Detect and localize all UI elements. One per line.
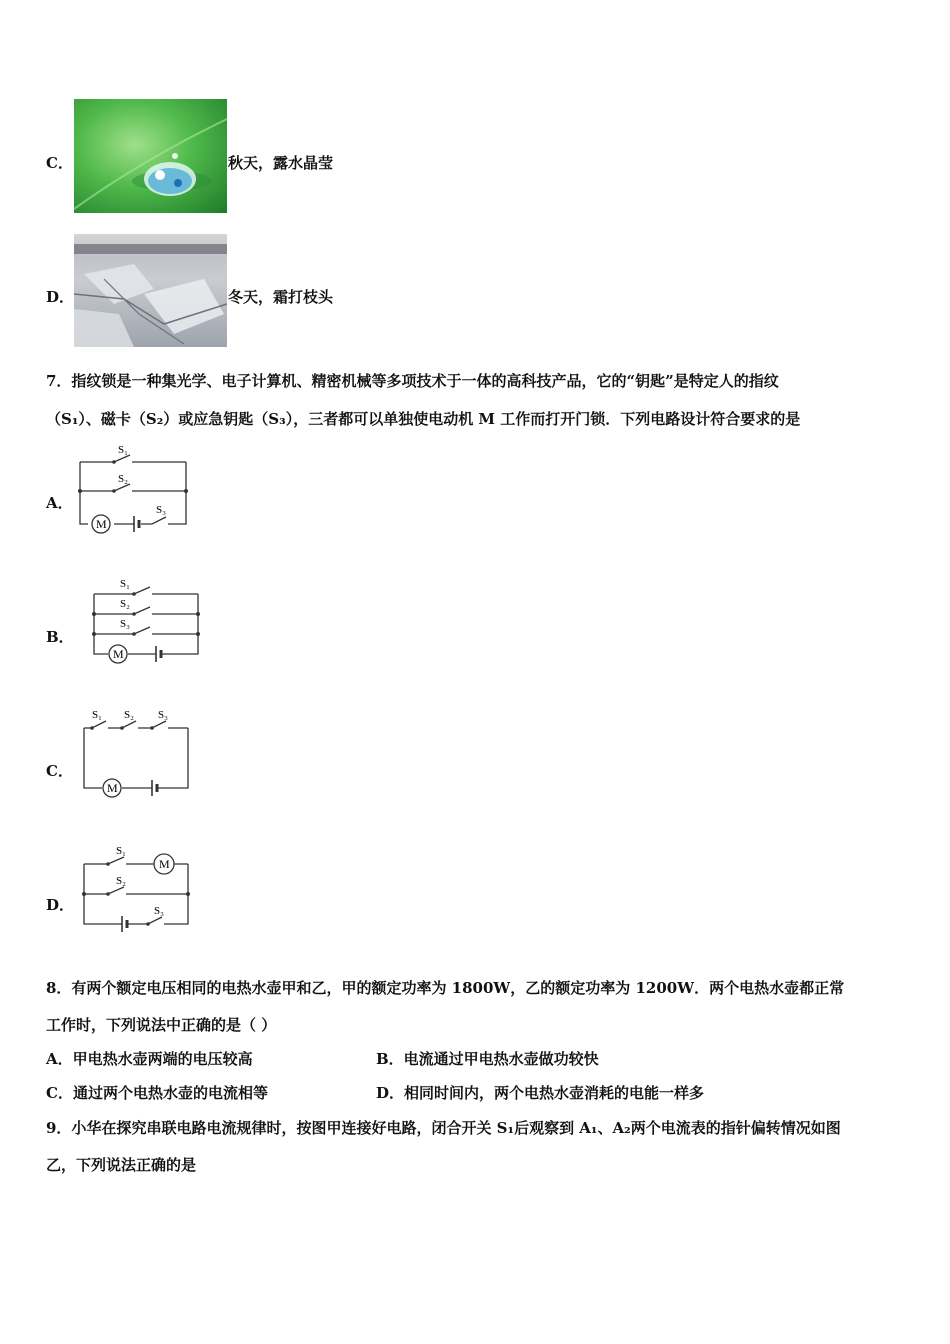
q7-option-b-label: B． <box>46 628 74 646</box>
switch-s2-label: S₂ <box>120 598 130 610</box>
switch-s1-label: S₁ <box>116 845 126 857</box>
switch-s1-label: S₁ <box>118 444 128 456</box>
switch-s3-label: S₃ <box>120 618 130 630</box>
motor-m-label: M <box>96 517 107 531</box>
switch-s3-label: S₃ <box>154 905 164 917</box>
option-c-label: C． <box>46 154 73 172</box>
question-9-line2: 乙，下列说法正确的是 <box>46 1156 197 1174</box>
circuit-c-diagram <box>80 704 192 802</box>
question-9-line1: 9．小华在探究串联电路电流规律时，按图甲连接好电路，闭合开关 S₁后观察到 A₁、A₂两个电流表的指针偏转情况如图 <box>46 1119 841 1137</box>
circuit-a-diagram <box>74 438 220 538</box>
circuit-b-diagram <box>82 576 204 670</box>
question-7-line1: 7．指纹锁是一种集光学、电子计算机、精密机械等多项技术于一体的高科技产品，它的“钥匙”是特定人的指纹 <box>46 372 779 390</box>
option-c-text: 秋天，露水晶莹 <box>228 154 334 172</box>
q8-option-a: A．甲电热水壶两端的电压较高 <box>46 1050 253 1068</box>
circuit-d-diagram <box>78 838 194 938</box>
switch-s2-label: S₂ <box>116 875 126 887</box>
option-d-text: 冬天，霜打枝头 <box>228 288 334 306</box>
option-d-label: D． <box>46 288 75 306</box>
switch-s1-label: S₁ <box>92 709 102 721</box>
frozen-lake-photo <box>74 234 227 347</box>
q7-option-c-label: C． <box>46 762 73 780</box>
q7-option-d-label: D． <box>46 896 75 914</box>
switch-s3-label: S₃ <box>158 709 168 721</box>
dewdrop-leaf-photo <box>74 99 227 213</box>
question-8-line1: 8．有两个额定电压相同的电热水壶甲和乙，甲的额定功率为 1800W，乙的额定功率为 1200W．两个电热水壶都正常 <box>46 979 845 997</box>
switch-s3-label: S₃ <box>156 504 166 516</box>
q8-option-d: D．相同时间内，两个电热水壶消耗的电能一样多 <box>376 1084 705 1102</box>
motor-m-label: M <box>113 647 124 661</box>
q7-option-a-label: A． <box>46 494 73 512</box>
switch-s1-label: S₁ <box>120 578 130 590</box>
switch-s2-label: S₂ <box>124 709 134 721</box>
question-8-line2: 工作时，下列说法中正确的是（ ） <box>46 1016 277 1034</box>
motor-m-label: M <box>107 781 118 795</box>
q8-option-c: C．通过两个电热水壶的电流相等 <box>46 1084 268 1102</box>
switch-s2-label: S₂ <box>118 473 128 485</box>
q8-option-b: B．电流通过甲电热水壶做功较快 <box>376 1050 599 1068</box>
motor-m-label: M <box>159 857 170 871</box>
question-7-line2: （S₁）、磁卡（S₂）或应急钥匙（S₃），三者都可以单独使电动机 M 工作而打开门锁．下列电路设计符合要求的是 <box>46 410 801 428</box>
